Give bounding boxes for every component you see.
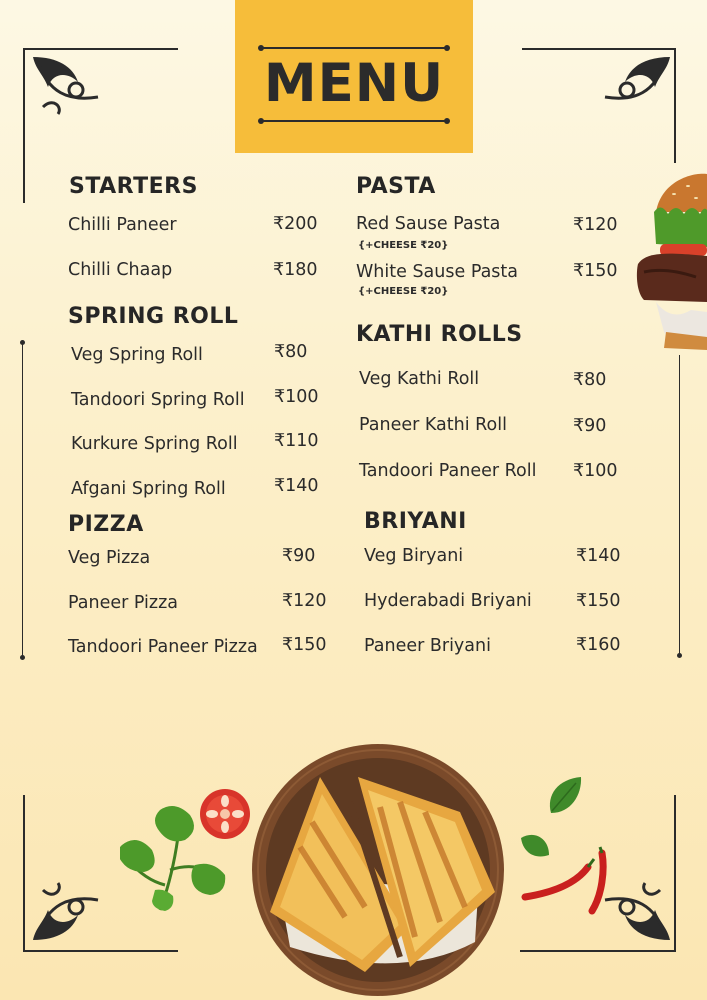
page-title: MENU: [263, 53, 445, 114]
frame-dot: [20, 655, 25, 660]
menu-item-price: ₹200: [273, 214, 318, 234]
menu-item-name: Paneer Kathi Roll: [359, 415, 507, 435]
menu-item-price: ₹100: [573, 461, 618, 481]
menu-item-price: ₹120: [573, 215, 618, 235]
menu-item-name: Red Sause Pasta: [356, 214, 501, 234]
menu-item-name: Kurkure Spring Roll: [71, 434, 238, 454]
menu-item-price: ₹140: [576, 546, 621, 566]
frame-left-mid-line: [22, 343, 23, 658]
menu-item-price: ₹90: [282, 546, 316, 566]
section-title-pasta: PASTA: [356, 174, 436, 199]
frame-bottom-left-line: [23, 950, 178, 952]
chili-pepper-icon: [520, 845, 615, 915]
frame-top-left-line: [23, 48, 178, 50]
menu-item-name: Tandoori Paneer Roll: [359, 461, 537, 481]
menu-item-name: Tandoori Paneer Pizza: [68, 637, 258, 657]
section-title-briyani: BRIYANI: [364, 509, 467, 534]
menu-item-price: ₹180: [273, 260, 318, 280]
frame-dot: [20, 340, 25, 345]
menu-item-name: Hyderabadi Briyani: [364, 591, 532, 611]
menu-item-name: Veg Pizza: [68, 548, 151, 568]
menu-item-note: {+CHEESE ₹20}: [358, 240, 449, 251]
menu-item-name: Paneer Pizza: [68, 593, 178, 613]
menu-item-name: Afgani Spring Roll: [71, 479, 226, 499]
menu-item-price: ₹80: [274, 342, 308, 362]
menu-item-price: ₹100: [274, 387, 319, 407]
menu-item-name: Tandoori Spring Roll: [71, 390, 245, 410]
banner-rule-bottom: [261, 120, 447, 122]
menu-item-price: ₹90: [573, 416, 607, 436]
menu-item-price: ₹80: [573, 370, 607, 390]
corner-ornament-icon: [28, 870, 108, 945]
menu-item-name: Veg Biryani: [364, 546, 464, 566]
frame-right-mid-line: [679, 355, 680, 655]
frame-dot: [677, 653, 682, 658]
menu-item-price: ₹110: [274, 431, 319, 451]
burger-image: [636, 172, 707, 350]
menu-item-price: ₹160: [576, 635, 621, 655]
section-title-pizza: PIZZA: [68, 512, 144, 537]
frame-bottom-right-line: [520, 950, 676, 952]
basil-leaf-icon: [546, 775, 584, 817]
menu-item-note: {+CHEESE ₹20}: [358, 286, 449, 297]
menu-item-price: ₹150: [576, 591, 621, 611]
corner-ornament-icon: [28, 52, 108, 122]
menu-item-price: ₹150: [282, 635, 327, 655]
menu-item-price: ₹120: [282, 591, 327, 611]
frame-top-right-line: [522, 48, 676, 50]
section-title-kathi-rolls: KATHI ROLLS: [356, 322, 523, 347]
menu-item-name: Chilli Chaap: [68, 260, 173, 280]
frame-left-top-line: [23, 48, 25, 203]
menu-item-name: Veg Spring Roll: [71, 345, 203, 365]
menu-banner: [235, 0, 473, 153]
frame-left-bottom-line: [23, 795, 25, 950]
menu-item-name: White Sause Pasta: [356, 262, 519, 282]
banner-rule-top: [261, 47, 447, 49]
menu-item-name: Veg Kathi Roll: [359, 369, 480, 389]
tomato-icon: [198, 787, 252, 841]
section-title-starters: STARTERS: [69, 174, 198, 199]
menu-item-name: Chilli Paneer: [68, 215, 177, 235]
corner-ornament-icon: [600, 52, 675, 112]
menu-item-name: Paneer Briyani: [364, 636, 491, 656]
section-title-spring-roll: SPRING ROLL: [68, 304, 239, 329]
menu-item-price: ₹140: [274, 476, 319, 496]
menu-item-price: ₹150: [573, 261, 618, 281]
sandwich-plate-image: [250, 742, 506, 998]
